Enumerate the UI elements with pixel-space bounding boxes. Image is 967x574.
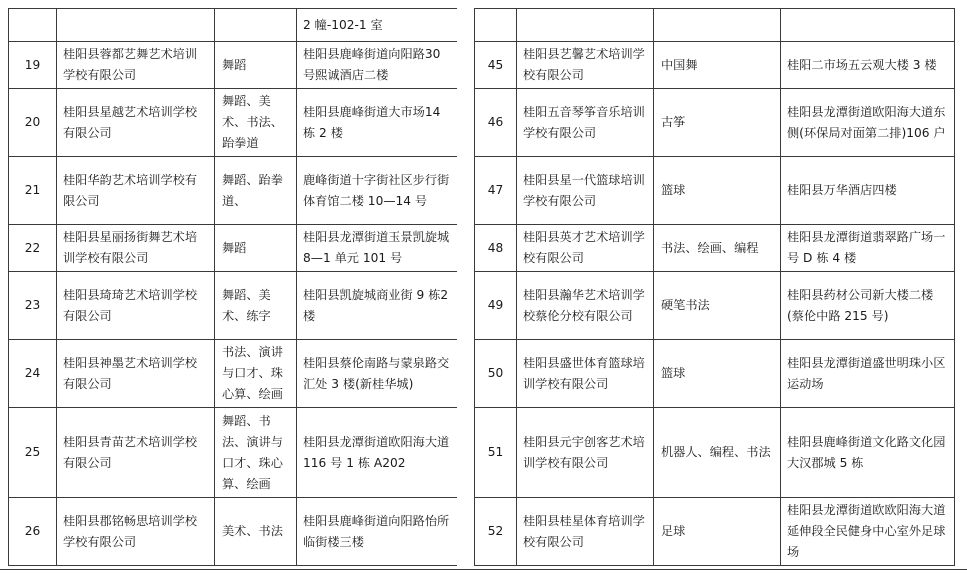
address-cell: 桂阳二市场五云观大楼 3 楼 xyxy=(781,42,955,89)
row-number: 19 xyxy=(9,42,57,89)
subject-cell: 篮球 xyxy=(654,157,781,225)
address-cell: 桂阳县龙潭街道欧欧阳海大道延伸段全民健身中心室外足球场 xyxy=(781,498,955,566)
subject-cell: 美术、书法 xyxy=(215,498,297,566)
subject-cell: 舞蹈、美术、书法、跆拳道 xyxy=(215,89,297,157)
address-cell: 桂阳县鹿峰街道大市场14 栋 2 楼 xyxy=(297,89,458,157)
row-number: 20 xyxy=(9,89,57,157)
school-name xyxy=(57,9,215,42)
row-number: 52 xyxy=(475,498,517,566)
address-cell: 桂阳县鹿峰街道向阳路30 号熙诚酒店二楼 xyxy=(297,42,458,89)
school-name: 桂阳县英才艺术培训学校有限公司 xyxy=(517,225,654,272)
table-row xyxy=(9,498,458,566)
table-row xyxy=(9,340,458,408)
table-row xyxy=(9,9,458,42)
subject-cell xyxy=(215,9,297,42)
address-cell xyxy=(781,9,955,42)
row-number: 47 xyxy=(475,157,517,225)
school-name: 桂阳县青苗艺术培训学校有限公司 xyxy=(57,408,215,498)
school-name: 桂阳五音琴筝音乐培训学校有限公司 xyxy=(517,89,654,157)
address-cell: 2 幢-102-1 室 xyxy=(297,9,458,42)
address-cell: 桂阳县药材公司新大楼二楼(蔡伦中路 215 号) xyxy=(781,272,955,340)
row-number xyxy=(475,9,517,42)
table-row xyxy=(475,408,955,498)
address-cell: 桂阳县龙潭街道玉景凯旋城 8—1 单元 101 号 xyxy=(297,225,458,272)
school-name: 桂阳县桂星体育培训学校有限公司 xyxy=(517,498,654,566)
table-row xyxy=(475,272,955,340)
subject-cell: 舞蹈 xyxy=(215,225,297,272)
table-row xyxy=(9,225,458,272)
table-row xyxy=(475,498,955,566)
row-number: 21 xyxy=(9,157,57,225)
address-cell: 桂阳县龙潭街道盛世明珠小区运动场 xyxy=(781,340,955,408)
table-row xyxy=(475,225,955,272)
address-cell: 桂阳县蔡伦南路与蒙泉路交汇处 3 楼(新桂华城) xyxy=(297,340,458,408)
row-number: 51 xyxy=(475,408,517,498)
table-row xyxy=(9,272,458,340)
table-row xyxy=(475,340,955,408)
table-row xyxy=(9,408,458,498)
table-row xyxy=(9,89,458,157)
registry-table-left xyxy=(8,8,458,566)
address-cell: 桂阳县鹿峰街道向阳路怡所临街楼三楼 xyxy=(297,498,458,566)
school-name: 桂阳县艺馨艺术培训学校有限公司 xyxy=(517,42,654,89)
row-number: 45 xyxy=(475,42,517,89)
address-cell: 桂阳县龙潭街道欧阳海大道东侧(环保局对面第二排)106 户 xyxy=(781,89,955,157)
address-cell: 桂阳县龙潭街道翡翠路广场一号 D 栋 4 楼 xyxy=(781,225,955,272)
subject-cell: 书法、演讲与口才、珠心算、绘画 xyxy=(215,340,297,408)
school-name: 桂阳县蓉都艺舞艺术培训学校有限公司 xyxy=(57,42,215,89)
row-number: 22 xyxy=(9,225,57,272)
row-number xyxy=(9,9,57,42)
address-cell: 桂阳县龙潭街道欧阳海大道 116 号 1 栋 A202 xyxy=(297,408,458,498)
address-cell: 鹿峰街道十字街社区步行街体育馆二楼 10—14 号 xyxy=(297,157,458,225)
school-name: 桂阳县瀚华艺术培训学校蔡伦分校有限公司 xyxy=(517,272,654,340)
table-row xyxy=(475,89,955,157)
subject-cell: 篮球 xyxy=(654,340,781,408)
table-row xyxy=(475,157,955,225)
row-number: 24 xyxy=(9,340,57,408)
table-row xyxy=(475,42,955,89)
school-name: 桂阳县郡铭畅思培训学校学校有限公司 xyxy=(57,498,215,566)
school-name: 桂阳县星越艺术培训学校有限公司 xyxy=(57,89,215,157)
subject-cell: 古筝 xyxy=(654,89,781,157)
school-name: 桂阳县星一代篮球培训学校有限公司 xyxy=(517,157,654,225)
school-name: 桂阳县盛世体育篮球培训学校有限公司 xyxy=(517,340,654,408)
subject-cell: 舞蹈、跆拳道、 xyxy=(215,157,297,225)
page-bottom-rule xyxy=(0,569,967,570)
school-name: 桂阳县琦琦艺术培训学校有限公司 xyxy=(57,272,215,340)
table-row xyxy=(9,42,458,89)
row-number: 26 xyxy=(9,498,57,566)
table-row xyxy=(9,157,458,225)
subject-cell: 足球 xyxy=(654,498,781,566)
subject-cell: 硬笔书法 xyxy=(654,272,781,340)
address-cell: 桂阳县鹿峰街道文化路文化园大汉郡城 5 栋 xyxy=(781,408,955,498)
subject-cell: 中国舞 xyxy=(654,42,781,89)
address-cell: 桂阳县万华酒店四楼 xyxy=(781,157,955,225)
row-number: 49 xyxy=(475,272,517,340)
subject-cell xyxy=(654,9,781,42)
school-name xyxy=(517,9,654,42)
row-number: 23 xyxy=(9,272,57,340)
row-number: 46 xyxy=(475,89,517,157)
row-number: 48 xyxy=(475,225,517,272)
registry-table-right xyxy=(474,8,955,566)
subject-cell: 舞蹈 xyxy=(215,42,297,89)
address-cell: 桂阳县凯旋城商业街 9 栋2 楼 xyxy=(297,272,458,340)
row-number: 25 xyxy=(9,408,57,498)
subject-cell: 舞蹈、书法、演讲与口才、珠心算、绘画 xyxy=(215,408,297,498)
row-number: 50 xyxy=(475,340,517,408)
school-name: 桂阳县元宇创客艺术培训学校有限公司 xyxy=(517,408,654,498)
subject-cell: 机器人、编程、书法 xyxy=(654,408,781,498)
school-name: 桂阳县神墨艺术培训学校有限公司 xyxy=(57,340,215,408)
subject-cell: 书法、绘画、编程 xyxy=(654,225,781,272)
school-name: 桂阳华韵艺术培训学校有限公司 xyxy=(57,157,215,225)
subject-cell: 舞蹈、美术、练字 xyxy=(215,272,297,340)
table-gap xyxy=(457,8,474,569)
table-row xyxy=(475,9,955,42)
school-name: 桂阳县星丽扬街舞艺术培训学校有限公司 xyxy=(57,225,215,272)
